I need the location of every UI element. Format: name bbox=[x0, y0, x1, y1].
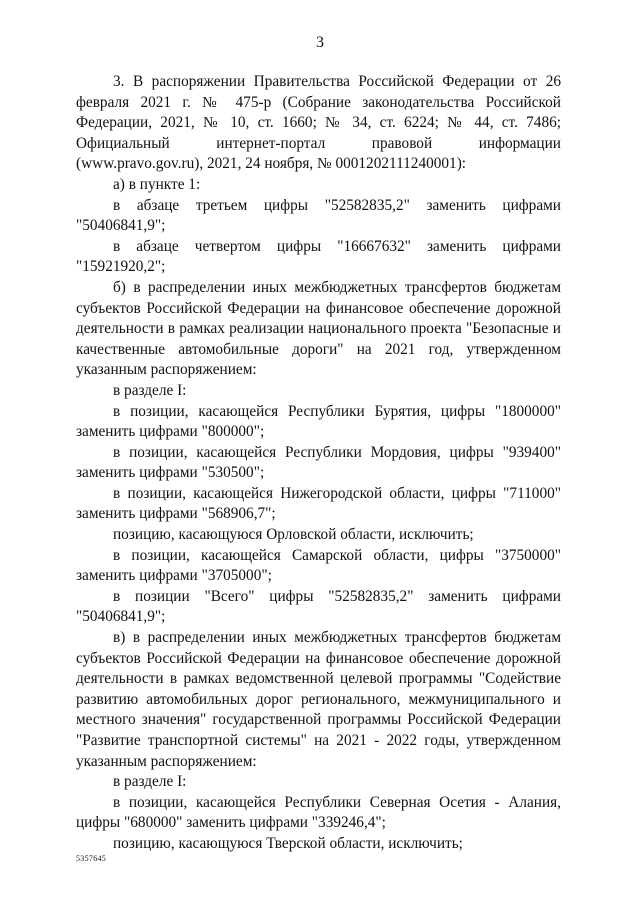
paragraph-section-1: в разделе I: bbox=[113, 381, 187, 399]
document-code: 5357645 bbox=[76, 854, 107, 863]
paragraph-buryatia: в позиции, касающейся Республики Бурятия, цифры "1800000" заменить цифрами "800000"; bbox=[76, 402, 561, 441]
paragraph-mordovia: в позиции, касающейся Республики Мордовия, цифры "939400" заменить цифрами "530500"; bbox=[76, 443, 561, 482]
paragraph-subitem-a: а) в пункте 1: bbox=[113, 175, 201, 193]
paragraph-section-1-second: в разделе I: bbox=[113, 773, 187, 791]
document-body bbox=[76, 72, 561, 855]
paragraph-abzac-fourth: в абзаце четвертом цифры "16667632" заменить цифрами "15921920,2"; bbox=[76, 237, 561, 276]
page-number: 3 bbox=[316, 34, 324, 51]
paragraph-subitem-v: в) в распределении иных межбюджетных трансфертов бюджетам субъектов Российской Федерации на финансовое обеспечение дорожной деятельности в рамках ведомственной целевой программы "Содействие развитию автомобильных дорог регионального, межмуниципального и местного значения" государственной программы Российской Федерации "Развитие транспортной системы" на 2021 - 2022 годы, утвержденном указанным распоряжением: bbox=[76, 629, 561, 770]
paragraph-nizhny-novgorod: в позиции, касающейся Нижегородской области, цифры "711000" заменить цифрами "568906,7"; bbox=[76, 484, 561, 523]
paragraph-samara: в позиции, касающейся Самарской области, цифры "3750000" заменить цифрами "3705000"; bbox=[76, 546, 561, 585]
paragraph-north-ossetia: в позиции, касающейся Республики Северная Осетия - Алания, цифры "680000" заменить цифрами "339246,4"; bbox=[76, 793, 561, 832]
paragraph-oryol: позицию, касающуюся Орловской области, исключить; bbox=[113, 526, 474, 544]
paragraph-item-3-intro: 3. В распоряжении Правительства Российской Федерации от 26 февраля 2021 г. № 475-р (Собрание законодательства Российской Федерации, 2021, № 10, ст. 1660; № 34, ст. 6224; № 44, ст. 7486; Официальный интернет-портал правовой информации (www.pravo.gov.ru), 2021, 24 ноября, № 0001202111240001): bbox=[76, 73, 561, 173]
paragraph-tver: позицию, касающуюся Тверской области, исключить; bbox=[113, 834, 463, 852]
paragraph-abzac-third: в абзаце третьем цифры "52582835,2" заменить цифрами "50406841,9"; bbox=[76, 196, 561, 235]
paragraph-total: в позиции "Всего" цифры "52582835,2" заменить цифрами "50406841,9"; bbox=[76, 587, 561, 626]
paragraph-subitem-b: б) в распределении иных межбюджетных трансфертов бюджетам субъектов Российской Федерации на финансовое обеспечение дорожной деятельности в рамках реализации национального проекта "Безопасные и качественные автомобильные дороги" на 2021 год, утвержденном указанным распоряжением: bbox=[76, 278, 561, 379]
